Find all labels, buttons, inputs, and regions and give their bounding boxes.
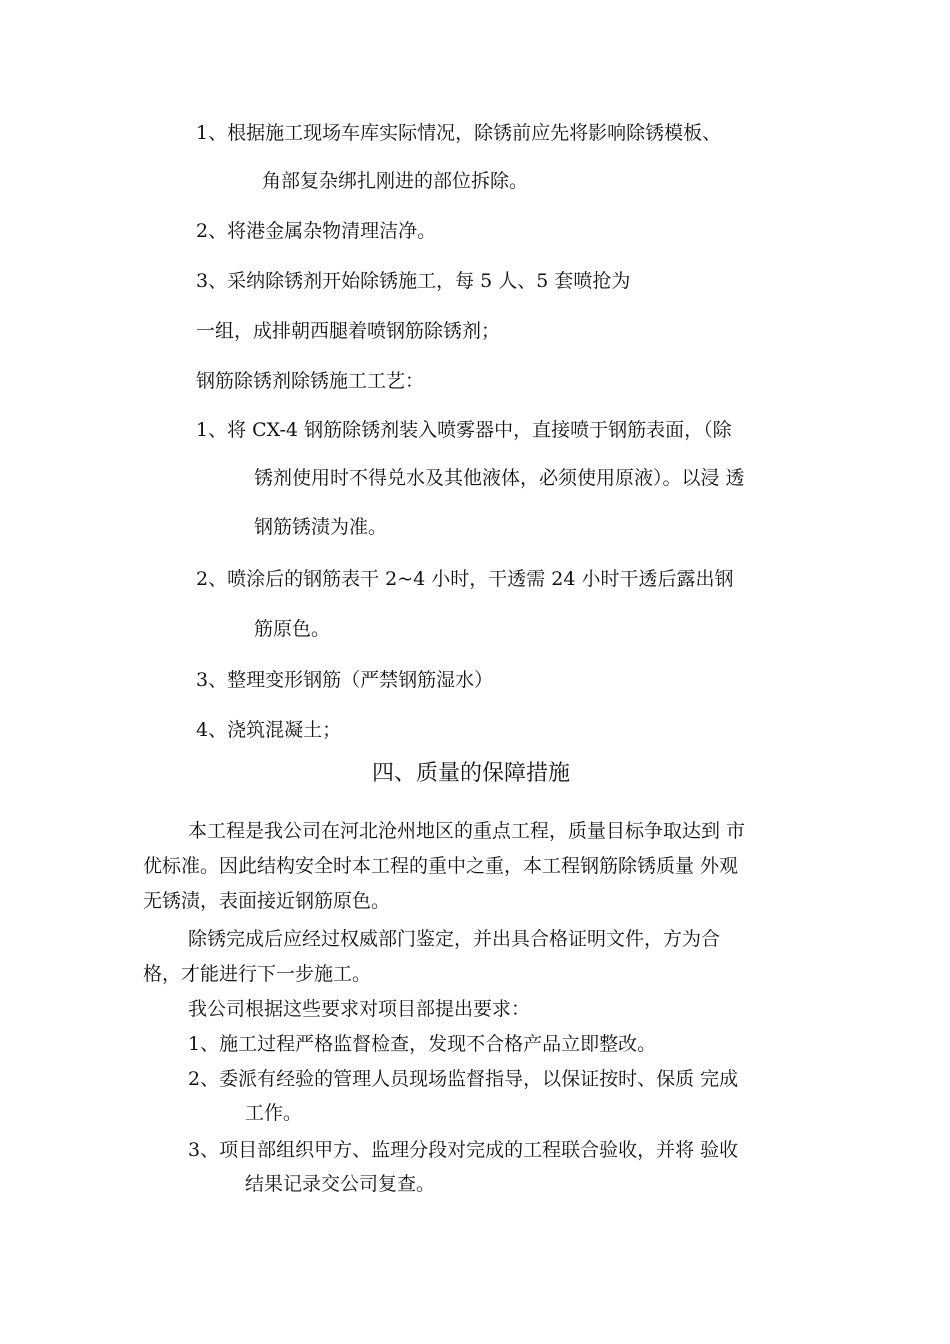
process-title: 钢筋除锈剂除锈施工工艺： (196, 370, 425, 392)
step-1-line-1: 1、根据施工现场车库实际情况，除锈前应先将影响除锈模板、 (196, 122, 722, 144)
process-step-1-line-3: 钢筋锈渍为准。 (254, 516, 388, 538)
quality-para-3: 我公司根据这些要求对项目部提出要求： (188, 998, 531, 1020)
step-2: 2、将港金属杂物清理洁净。 (196, 220, 437, 242)
step-3-line-1: 3、采纳除锈剂开始除锈施工，每 5 人、5 套喷抢为 (196, 270, 631, 292)
process-step-2-line-2: 筋原色。 (254, 618, 331, 640)
quality-para-1-line-3: 无锈渍，表面接近钢筋原色。 (143, 890, 391, 912)
quality-para-2-line-1: 除锈完成后应经过权威部门鉴定，并出具合格证明文件，方为合 (188, 928, 721, 950)
process-step-2-line-1: 2、喷涂后的钢筋表干 2~4 小时，干透需 24 小时干透后露出钢 (196, 568, 734, 590)
quality-para-1-line-2: 优标准。因此结构安全时本工程的重中之重，本工程钢筋除锈质量 外观 (143, 855, 739, 877)
requirement-3-line-1: 3、项目部组织甲方、监理分段对完成的工程联合验收，并将 验收 (188, 1139, 739, 1161)
requirement-2-line-2: 工作。 (245, 1102, 303, 1124)
quality-para-1-line-1: 本工程是我公司在河北沧州地区的重点工程，质量目标争取达到 市 (188, 820, 746, 842)
process-step-3: 3、整理变形钢筋（严禁钢筋湿水） (196, 669, 494, 691)
requirement-1: 1、施工过程严格监督检查，发现不合格产品立即整改。 (188, 1033, 657, 1055)
step-1-line-2: 角部复杂绑扎刚进的部位拆除。 (262, 170, 529, 192)
quality-para-2-line-2: 格，才能进行下一步施工。 (143, 963, 372, 985)
requirement-3-line-2: 结果记录交公司复查。 (245, 1173, 436, 1195)
process-step-1-line-1: 1、将 CX-4 钢筋除锈剂装入喷雾器中，直接喷于钢筋表面，（除 (196, 419, 732, 441)
process-step-1-line-2: 锈剂使用时不得兑水及其他液体，必须使用原液）。以浸 透 (254, 467, 745, 489)
section-heading: 四、质量的保障措施 (372, 761, 571, 786)
step-3-line-2: 一组，成排朝西腿着喷钢筋除锈剂； (196, 320, 501, 342)
process-step-4: 4、浇筑混凝土； (196, 719, 342, 741)
requirement-2-line-1: 2、委派有经验的管理人员现场监督指导，以保证按时、保质 完成 (188, 1068, 739, 1090)
